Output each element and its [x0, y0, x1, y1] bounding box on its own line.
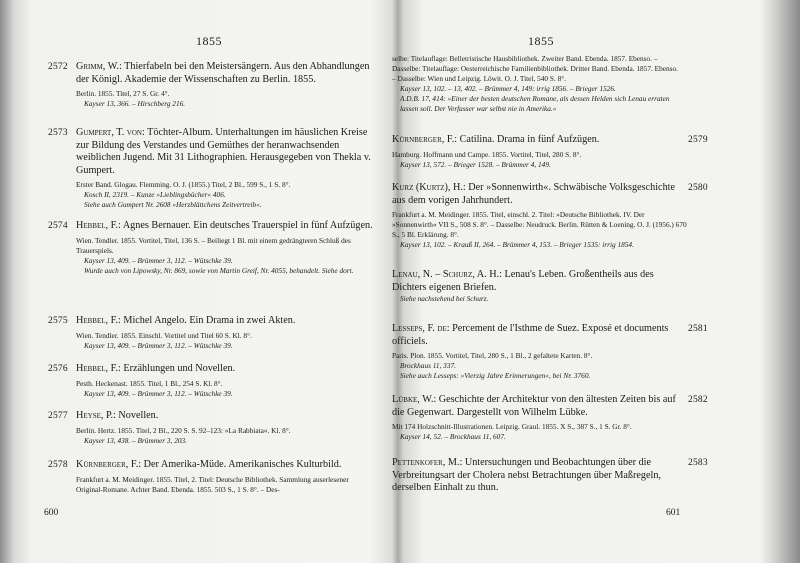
entry-note: Kayser 13, 409. – Brümmer 3, 112. – Wütschke 39.	[84, 255, 233, 265]
entry-meta: Berlin. Hertz. 1855. Titel, 2 Bl., 220 S. S. 92–123: »La Rabbiata«. Kl. 8°.	[76, 425, 291, 435]
entry-title: Percement de l'Isthme de Suez. Exposé et documents officiels.	[392, 323, 669, 347]
entry-author: Lenau, N. – Schurz, A. H.:	[392, 269, 502, 280]
entry-heading	[392, 182, 688, 207]
entry-author: Grimm, W.:	[76, 61, 122, 72]
entry-title: Geschichte der Architektur von den ältesten Zeiten bis auf die Gegenwart. Dargestellt von Wilhelm Lübke.	[392, 394, 676, 418]
entry-number: 2583	[688, 458, 708, 468]
entry-author: Kürnberger, F.:	[392, 134, 458, 145]
running-head-year: 1855	[528, 34, 554, 48]
entry-number: 2577	[48, 411, 68, 421]
entry-note: Siehe nachstehend bei Schurz.	[400, 294, 489, 304]
entry	[48, 61, 376, 109]
entry-meta: Frankfurt a. M. Meidinger. 1855. Titel, einschl. 2. Titel: »Deutsche Bibliothek. IV. Der »Sonnenwirth« VII S., 508 S. 8°. – Dasselbe: Neudruck. Berlin. Rütten & Loening. O. J. (1956.) 670 S., 5 Bl. Erklärung. 8°.	[392, 210, 687, 240]
entry-number: 2580	[688, 183, 708, 193]
entry-note: Kayser 13, 102. – Krauß II, 264. – Brümmer 4, 153. – Brieger 1535: irrig 1854.	[400, 240, 634, 250]
entry-meta: Pesth. Heckenast. 1855. Titel, 1 Bl., 254 S. Kl. 8°.	[76, 378, 223, 388]
entry-note: Siehe auch Lesseps: »Vierzig Jahre Erinnerungen«, bei Nr. 3760.	[400, 371, 591, 381]
entry-heading	[76, 459, 376, 472]
entry-number: 2573	[48, 128, 68, 138]
right-page	[392, 0, 800, 563]
entry-number: 2581	[688, 324, 708, 334]
entry-author: Hebbel, F.:	[76, 315, 121, 326]
entry	[48, 410, 376, 446]
entry	[48, 220, 376, 276]
entry	[392, 269, 688, 304]
entry-title: Untersuchungen und Beobachtungen über die Verbreitungsart der Cholera nebst Betrachtungen über Maßregeln, derselben Einhalt zu thun.	[392, 457, 662, 494]
entry-note: Kayser 13, 102. – 13, 402. – Brümmer 4, 149: irrig 1856. – Brieger 1526.	[400, 84, 616, 93]
left-page	[0, 0, 398, 563]
entry-number: 2572	[48, 62, 68, 72]
entry-title: Catilina. Drama in fünf Aufzügen.	[459, 134, 600, 145]
entry-note: Siehe auch Gumpert Nr. 2608 »Herzblättchens Zeitvertreib«.	[84, 200, 262, 210]
entry-note: Kayser 13, 572. – Brieger 1528. – Brümmer 4, 149.	[400, 159, 551, 169]
entry-note: Kayser 14, 52. – Brockhaus 11, 607.	[400, 432, 506, 442]
entry-number: 2578	[48, 460, 68, 470]
entry-note: Kayser 13, 409. – Brümmer 3, 112. – Wütschke 39.	[84, 388, 233, 398]
entry-heading	[392, 323, 688, 348]
entry-heading	[392, 269, 688, 294]
entry	[48, 315, 376, 351]
entry	[392, 323, 708, 381]
entry-note: Kayser 13, 366. – Hirschberg 216.	[84, 99, 186, 109]
entry-author: Lesseps, F. de:	[392, 323, 450, 334]
entry-note: Kosch II, 2319. – Kunze »Lieblingsbücher« 406.	[84, 190, 226, 200]
entry-meta: Frankfurt a. M. Meidinger. 1855. Titel, 2. Titel: Deutsche Bibliothek. Sammlung auserlesener Original-Romane. Achter Band. Ebenda. 1855. 503 S., 1 S. 8°. – Des-	[76, 474, 349, 494]
entry	[392, 134, 708, 170]
entry-meta: Erster Band. Glogau. Flemming. O. J. (1855.) Titel, 2 Bl., 599 S., 1 S. 8°.	[76, 180, 291, 190]
entry	[392, 182, 708, 250]
entry-number: 2576	[48, 364, 68, 374]
entry-author: Kurz (Kurtz), H.:	[392, 182, 466, 193]
entry-number: 2574	[48, 221, 68, 231]
entry-heading	[392, 134, 688, 147]
entry-author: Heyse, P.:	[76, 410, 116, 421]
entry-note: A.D.B. 17, 414: »Einer der besten deutschen Romane, als dessen Helden sich Lenau erraten lassen soll. Der Verfasser war selbst nie in Amerika.«	[400, 94, 670, 113]
entry-note: Wurde auch von Lipowsky, Nr. 869, sowie von Martin Greif, Nr. 4055, behandelt. Siehe dort.	[84, 265, 354, 275]
entry-heading	[76, 315, 376, 328]
entry-title: Novellen.	[118, 410, 159, 421]
entry-author: Pettenkofer, M.:	[392, 457, 463, 468]
entry-author: Hebbel, F.:	[76, 363, 121, 374]
running-head-year: 1855	[196, 34, 222, 48]
entry	[48, 459, 376, 495]
entry-heading	[76, 61, 376, 86]
entry-meta: Mit 174 Holzschnitt-Illustrationen. Leipzig. Graul. 1855. X S., 387 S., 1 S. Gr. 8°.	[392, 422, 632, 432]
entry	[48, 363, 376, 399]
entry-heading	[392, 457, 688, 495]
entry-title: Töchter-Album. Unterhaltungen im häuslichen Kreise zur Bildung des Verstandes und Gemüthes der heranwachsenden weiblichen Jugend. Mit 31 Lithographien. Herausgegeben von Thekla v. Gumpert.	[76, 127, 371, 176]
entry-number: 2575	[48, 316, 68, 326]
entry-title: Agnes Bernauer. Ein deutsches Trauerspiel in fünf Aufzügen.	[122, 220, 373, 231]
entry-note: Kayser 13, 409. – Brümmer 3, 112. – Wütschke 39.	[84, 340, 233, 350]
entry-meta: Wien. Tendler. 1855. Vortitel, Titel, 136 S. – Beiliegt 1 Bl. mit einem gedrängteren Schluß des Trauerspiels.	[76, 235, 351, 255]
entry-title: Der »Sonnenwirth«. Schwäbische Volksgeschichte aus dem vorigen Jahrhundert.	[392, 182, 676, 206]
entry-author: Hebbel, F.:	[76, 220, 121, 231]
entry-meta: Paris. Plon. 1855. Vortitel, Titel, 280 S., 1 Bl., 2 gefaltete Karten. 8°.	[392, 351, 593, 361]
entry-note: Brockhaus 11, 337.	[400, 361, 456, 371]
entry-title: Erzählungen und Novellen.	[123, 363, 236, 374]
entry-author: Kürnberger, F.:	[76, 459, 142, 470]
entry	[392, 394, 708, 442]
entry-meta: Wien. Tendler. 1855. Einschl. Vortitel und Titel 60 S. Kl. 8°.	[76, 330, 252, 340]
entry-heading	[76, 410, 376, 423]
entry-meta: Hamburg. Hoffmann und Campe. 1855. Vortitel, Titel, 280 S. 8°.	[392, 149, 582, 159]
entry-title: Thierfabeln bei den Meistersängern. Aus den Abhandlungen der Königl. Akademie der Wissenschaften zu Berlin. 1855.	[76, 61, 370, 85]
entry-title: Der Amerika-Müde. Amerikanisches Kulturbild.	[143, 459, 342, 470]
page-number: 601	[666, 508, 681, 518]
entry	[392, 457, 708, 495]
entry-author: Lübke, W.:	[392, 394, 437, 405]
entry	[48, 127, 376, 210]
entry-title: Michel Angelo. Ein Drama in zwei Akten.	[123, 315, 296, 326]
entry-heading	[76, 363, 376, 376]
entry-title: Lenau's Leben. Großentheils aus des Dichters eigenen Briefen.	[392, 269, 654, 293]
entry-heading	[76, 127, 376, 177]
entry-number: 2582	[688, 395, 708, 405]
entry-note: Kayser 13, 438. – Brümmer 3, 203.	[84, 435, 187, 445]
entry-heading	[392, 394, 688, 419]
entry-number: 2579	[688, 135, 708, 145]
continuation-text: selbe: Titelauflage: Belletristische Hausbibliothek. Zweiter Band. Ebenda. 1857. Ebenso. – Dasselbe: Titelauflage: Oesterreichische Familienbibliothek. Dritter Band. Ebenda. 1857. Ebenso. – Dasselbe: Wien und Leipzig. Löwit. O. J. Titel, 540 S. 8°.	[392, 54, 678, 83]
entry-heading	[76, 220, 376, 233]
continued-entry	[392, 54, 682, 114]
entry-author: Gumpert, T. von:	[76, 127, 145, 138]
entry-meta: Berlin. 1855. Titel, 27 S. Gr. 4°.	[76, 89, 170, 99]
page-number: 600	[44, 508, 59, 518]
